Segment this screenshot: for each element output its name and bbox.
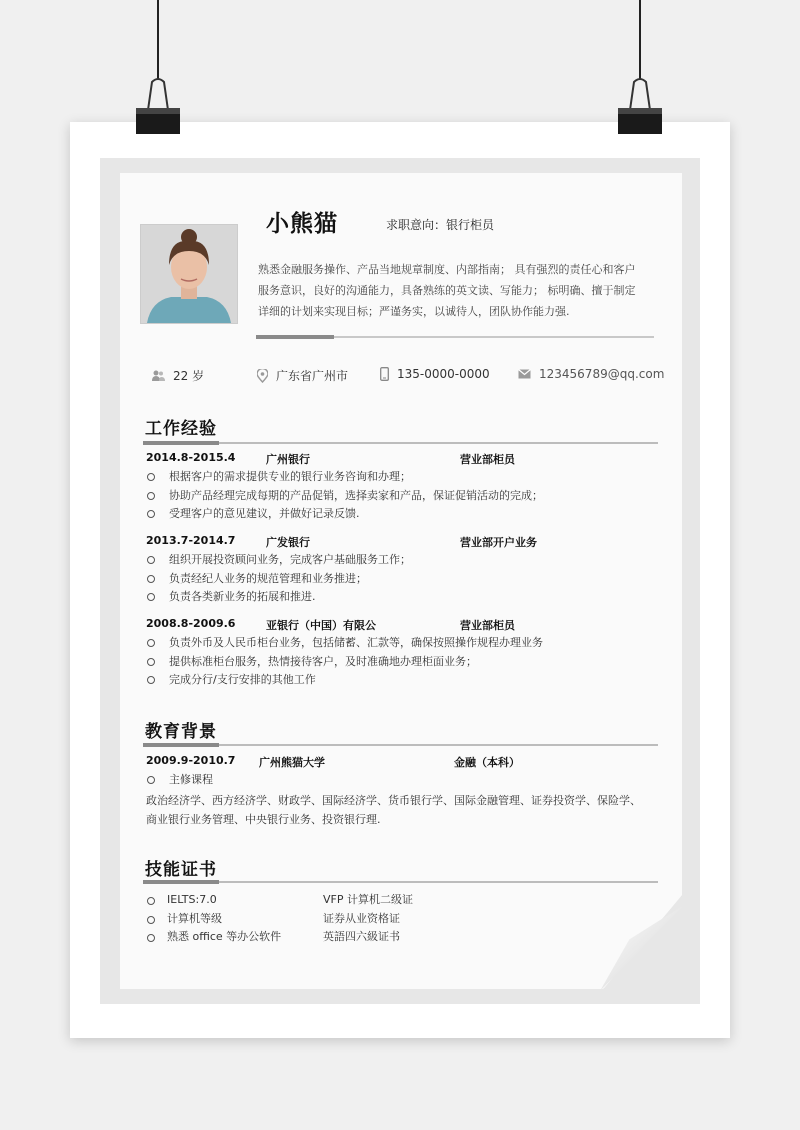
skill-item: IELTS:7.0 bbox=[167, 893, 217, 906]
person-photo-icon bbox=[141, 225, 237, 323]
bullet-circle-icon bbox=[147, 593, 155, 601]
bullet-circle-icon bbox=[147, 510, 155, 518]
skill-row bbox=[147, 910, 547, 929]
bullet-circle-icon bbox=[147, 556, 155, 564]
education-major: 金融（本科） bbox=[454, 756, 520, 769]
info-phone bbox=[380, 367, 490, 381]
bullet-circle-icon bbox=[147, 473, 155, 481]
bullet-circle-icon bbox=[147, 676, 155, 684]
list-item: 主修课程 bbox=[147, 771, 213, 790]
section-title-skills: 技能证书 bbox=[145, 860, 217, 880]
info-email bbox=[518, 367, 664, 381]
section-divider bbox=[143, 744, 658, 746]
binder-clip-left bbox=[134, 0, 182, 136]
list-item: 根据客户的需求提供专业的银行业务咨询和办理； bbox=[147, 468, 543, 487]
list-item: 负责外币及人民币柜台业务，包括储蓄、汇款等，确保按照操作规程办理业务 bbox=[147, 634, 543, 653]
header-divider-accent bbox=[256, 335, 334, 339]
people-icon bbox=[152, 370, 165, 382]
location-text: 广东省广州市 bbox=[276, 369, 349, 383]
section-divider-accent bbox=[143, 743, 219, 747]
bullet-circle-icon bbox=[147, 916, 155, 924]
list-item: 提供标准柜台服务，热情接待客户，及时准确地办理柜面业务； bbox=[147, 653, 543, 672]
list-item: 组织开展投资顾问业务，完成客户基础服务工作； bbox=[147, 551, 411, 570]
section-title-work: 工作经验 bbox=[145, 419, 217, 439]
mail-icon bbox=[518, 369, 531, 379]
bullet-circle-icon bbox=[147, 934, 155, 942]
skill-row bbox=[147, 891, 547, 910]
job-objective: 求职意向：银行柜员 bbox=[386, 218, 495, 232]
job-title: 营业部柜员 bbox=[460, 619, 515, 632]
list-item: 受理客户的意见建议，并做好记录反馈. bbox=[147, 505, 543, 524]
profile-summary: 熟悉金融服务操作、产品当地规章制度、内部指南； 具有强烈的责任心和客户服务意识，良好的沟通能力，具备熟练的英文读、写能力； 标明确、擅于制定详细的计划来实现目标；严谨务实，以诚待人，团队协作能力强. bbox=[258, 263, 636, 318]
list-item: 协助产品经理完成每期的产品促销，选择卖家和产品，保证促销活动的完成； bbox=[147, 487, 543, 506]
bullet-circle-icon bbox=[147, 639, 155, 647]
job-company: 亚银行（中国）有限公 bbox=[266, 619, 376, 632]
job-title: 营业部开户业务 bbox=[460, 536, 537, 549]
skill-item: 证券从业资格证 bbox=[323, 911, 400, 925]
skills-list bbox=[147, 891, 547, 947]
section-divider bbox=[143, 442, 658, 444]
section-divider-accent bbox=[143, 441, 219, 445]
education-school: 广州熊猫大学 bbox=[259, 756, 325, 769]
job-duties bbox=[147, 551, 411, 607]
location-pin-icon bbox=[257, 369, 268, 383]
list-item: 完成分行/支行安排的其他工作 bbox=[147, 671, 543, 690]
job-duties bbox=[147, 634, 543, 690]
skill-row bbox=[147, 928, 547, 947]
bullet-circle-icon bbox=[147, 897, 155, 905]
skill-item: 熟悉 office 等办公软件 bbox=[167, 930, 282, 943]
binder-clip-right bbox=[616, 0, 664, 136]
job-company: 广州银行 bbox=[266, 453, 310, 466]
phone-icon bbox=[380, 367, 389, 381]
phone-text: 135-0000-0000 bbox=[397, 367, 490, 381]
profile-photo bbox=[140, 224, 238, 324]
course-list: 政治经济学、西方经济学、财政学、国际经济学、货币银行学、国际金融管理、证券投资学、保险学、商业银行业务管理、中央银行业务、投资银行理. bbox=[146, 794, 641, 826]
section-divider bbox=[143, 881, 658, 883]
section-divider-accent bbox=[143, 880, 219, 884]
job-title: 营业部柜员 bbox=[460, 453, 515, 466]
info-location bbox=[257, 367, 348, 384]
bullet-circle-icon bbox=[147, 492, 155, 500]
job-period: 2014.8-2015.4 bbox=[146, 451, 236, 464]
job-company: 广发银行 bbox=[266, 536, 310, 549]
age-text: 22 岁 bbox=[173, 369, 205, 383]
job-duties bbox=[147, 468, 543, 524]
info-age bbox=[152, 367, 204, 384]
skill-item: VFP 计算机二级证 bbox=[323, 893, 413, 906]
job-period: 2013.7-2014.7 bbox=[146, 534, 236, 547]
education-period: 2009.9-2010.7 bbox=[146, 754, 236, 767]
education-list bbox=[147, 771, 213, 790]
section-title-education: 教育背景 bbox=[145, 722, 217, 742]
list-item: 负责经纪人业务的规范管理和业务推进； bbox=[147, 570, 411, 589]
candidate-name: 小熊猫 bbox=[266, 211, 338, 237]
skill-item: 英語四六級证书 bbox=[323, 930, 400, 943]
bullet-circle-icon bbox=[147, 658, 155, 666]
skill-item: 计算机等级 bbox=[167, 911, 222, 925]
bullet-circle-icon bbox=[147, 776, 155, 784]
job-period: 2008.8-2009.6 bbox=[146, 617, 236, 630]
list-item: 负责各类新业务的拓展和推进. bbox=[147, 588, 411, 607]
email-text: 123456789@qq.com bbox=[539, 367, 665, 381]
bullet-circle-icon bbox=[147, 575, 155, 583]
